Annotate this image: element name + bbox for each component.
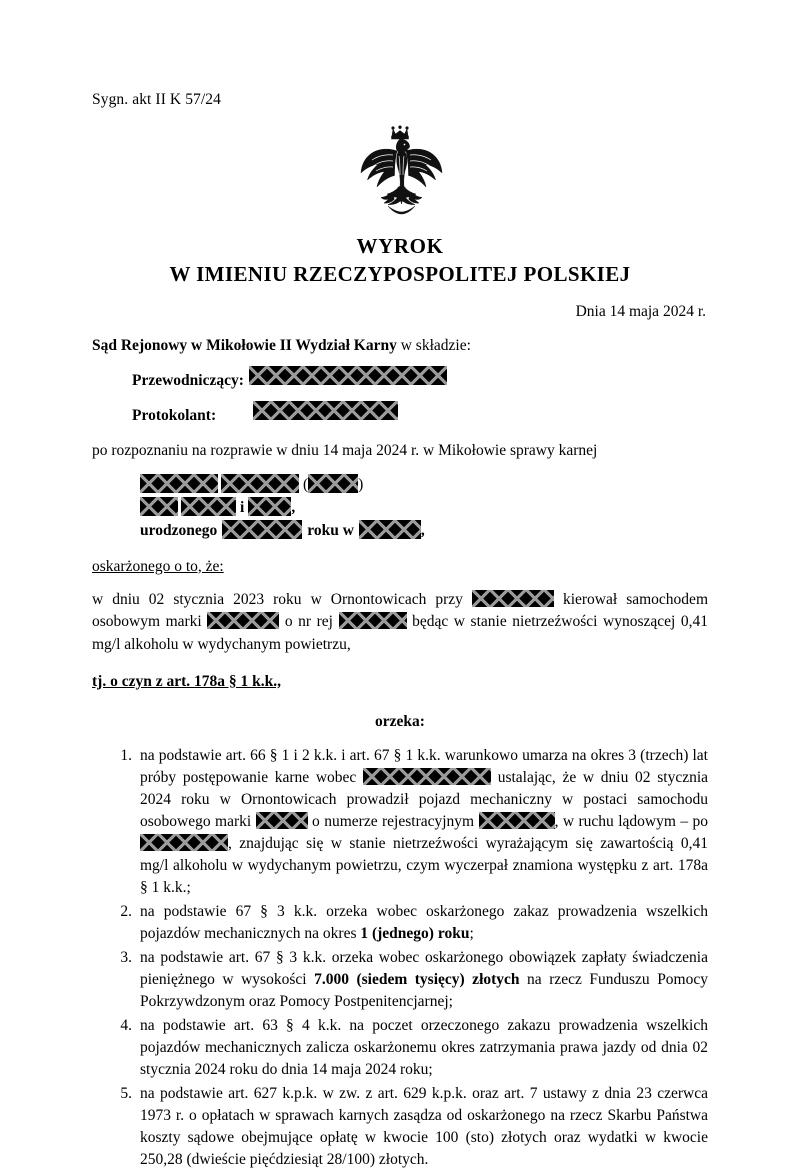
charge-description	[92, 589, 708, 656]
redaction-verdict-car-make	[256, 812, 308, 829]
role-row-presiding	[92, 366, 708, 390]
emblem-container	[92, 124, 708, 226]
verdict-3-text-2: na rzecz Funduszu Pomocy Pokrzywdzonym oraz Pomocy Postpenitencjarnej;	[140, 970, 708, 1010]
redaction-mother-name	[181, 497, 236, 516]
page-title: WYROK	[356, 234, 444, 259]
charged-heading: oskarżonego o to, że:	[92, 557, 224, 575]
verdict-item-2	[112, 901, 708, 945]
parents-conjunction: i	[240, 499, 245, 517]
verdict-item-1	[112, 745, 708, 899]
charge-text-2: kierował samochodem osobowym marki	[92, 590, 708, 631]
court-name: Sąd Rejonowy w Mikołowie II Wydział Karny	[92, 337, 397, 355]
redaction-father-name	[140, 497, 178, 516]
charge-text-4: będąc w stanie nietrzeźwości wynoszącej 0,41 mg/l alkoholu w wydychanym powietrzu,	[92, 613, 708, 653]
redaction-accused-last-name	[221, 474, 299, 493]
redaction-verdict-plate	[479, 812, 555, 829]
verdict-1-text-1: na podstawie art. 66 § 1 i 2 k.k. i art. 67 § 1 k.k. warunkowo umarza na okres 3 (trzech) lat próby postępowanie karne wobec	[140, 746, 708, 786]
case-number: Sygn. akt II K 57/24	[92, 91, 222, 108]
redaction-mother-maiden-name	[248, 497, 291, 516]
redaction-clerk	[253, 401, 398, 420]
accused-parents-line	[140, 497, 708, 518]
document-content	[92, 90, 708, 1173]
verdict-3-text-1: na podstawie art. 67 § 3 k.k. orzeka wobec oskarżonego obowiązek zapłaty świadczenia pieniężnego w wysokości	[140, 948, 708, 988]
clerk-colon: :	[210, 407, 217, 425]
charge-text-3: o nr rej	[279, 613, 339, 631]
accused-line2-comma: ,	[291, 499, 296, 517]
redaction-charge-car-make	[207, 612, 279, 629]
charged-heading-wrap	[92, 544, 708, 576]
role-row-clerk	[92, 401, 708, 425]
verdict-2-ban-duration: 1 (jednego) roku	[360, 924, 470, 942]
court-composition-line	[92, 337, 708, 355]
accused-line3-comma: ,	[420, 522, 425, 540]
verdict-item-5	[112, 1083, 708, 1171]
redaction-birth-place	[359, 520, 421, 539]
verdict-1-text-4: , w ruchu lądowym – po	[554, 812, 709, 830]
redaction-accused-first-name	[140, 474, 218, 493]
verdict-3-amount: 7.000 (siedem tysięcy) złotych	[314, 970, 520, 988]
accused-birth-line	[140, 520, 708, 541]
court-composition-suffix: w składzie:	[396, 337, 471, 355]
verdict-2-text-1: na podstawie 67 § 3 k.k. orzeka wobec oskarżonego zakaz prowadzenia wszelkich pojazdów mechanicznych na okres	[140, 902, 708, 942]
verdict-1-text-5: , znajdując się w stanie nietrzeźwości wyrażającym się zawartością 0,41 mg/l alkoholu w wydychanym powietrzu, czym wyczerpał znamiona występku z art. 178a § 1 k.k.;	[140, 834, 708, 896]
hearing-intro: po rozpoznaniu na rozprawie w dniu 14 maja 2024 r. w Mikołowie sprawy karnej	[92, 442, 598, 460]
page-subtitle: W IMIENIU RZECZYPOSPOLITEJ POLSKIEJ	[169, 262, 631, 287]
verdict-4-text: na podstawie art. 63 § 4 k.k. na poczet orzeczonego zakazu prowadzenia wszelkich pojazdów mechanicznych zalicza oskarżonemu okres zatrzymania prawa jazdy od dnia 02 stycznia 2024 roku do dnia 14 maja 2024 roku;	[140, 1016, 708, 1078]
accused-identity-block	[92, 474, 708, 541]
redaction-charge-plate	[339, 612, 407, 629]
legal-qualification: tj. o czyn z art. 178a § 1 k.k.,	[92, 672, 281, 690]
verdict-1-text-3: o numerze rejestracyjnym	[307, 812, 479, 830]
redaction-verdict-accused-name	[363, 768, 491, 785]
redaction-accused-alias	[308, 474, 358, 493]
verdict-5-text: na podstawie art. 627 k.p.k. w zw. z art. 629 k.p.k. oraz art. 7 ustawy z dnia 23 czerwca 1973 r. o opłatach w sprawach karnych zasądza od oskarżonego na rzecz Skarbu Państwa koszty sądowe obejmujące opłatę w kwocie 100 (sto) złotych oraz wydatki w kwocie 250,28 (dwieście pięćdziesiąt 28/100) złotych.	[140, 1084, 708, 1168]
presiding-judge-label: Przewodniczący	[132, 372, 239, 390]
verdict-date: Dnia 14 maja 2024 r.	[575, 303, 706, 321]
redaction-verdict-road	[140, 834, 228, 851]
verdict-item-4	[112, 1015, 708, 1081]
accused-name-line	[140, 474, 708, 495]
redaction-birth-date	[222, 520, 302, 539]
verdict-list	[92, 745, 708, 1171]
qualification-wrap	[92, 656, 708, 691]
verdict-2-text-2: ;	[469, 924, 474, 942]
verdict-1-text-2: ustalając, że w dniu 02 stycznia 2024 roku w Ornontowicach prowadził pojazd mechaniczny w postaci samochodu osobowego marki	[140, 768, 709, 830]
charge-text-1: w dniu 02 stycznia 2023 roku w Ornontowicach przy	[92, 590, 472, 608]
redaction-charge-street	[472, 590, 554, 607]
born-mid-label: roku w	[307, 522, 354, 540]
clerk-label: Protokolant	[132, 407, 211, 425]
presiding-judge-colon: :	[238, 372, 244, 390]
born-label: urodzonego	[140, 522, 218, 540]
paren-close: )	[358, 476, 364, 494]
verdict-heading: orzeka:	[375, 712, 425, 730]
polish-eagle-emblem	[348, 124, 452, 226]
paren-open: (	[303, 476, 309, 494]
verdict-item-3	[112, 947, 708, 1013]
redaction-presiding-judge	[249, 366, 447, 385]
